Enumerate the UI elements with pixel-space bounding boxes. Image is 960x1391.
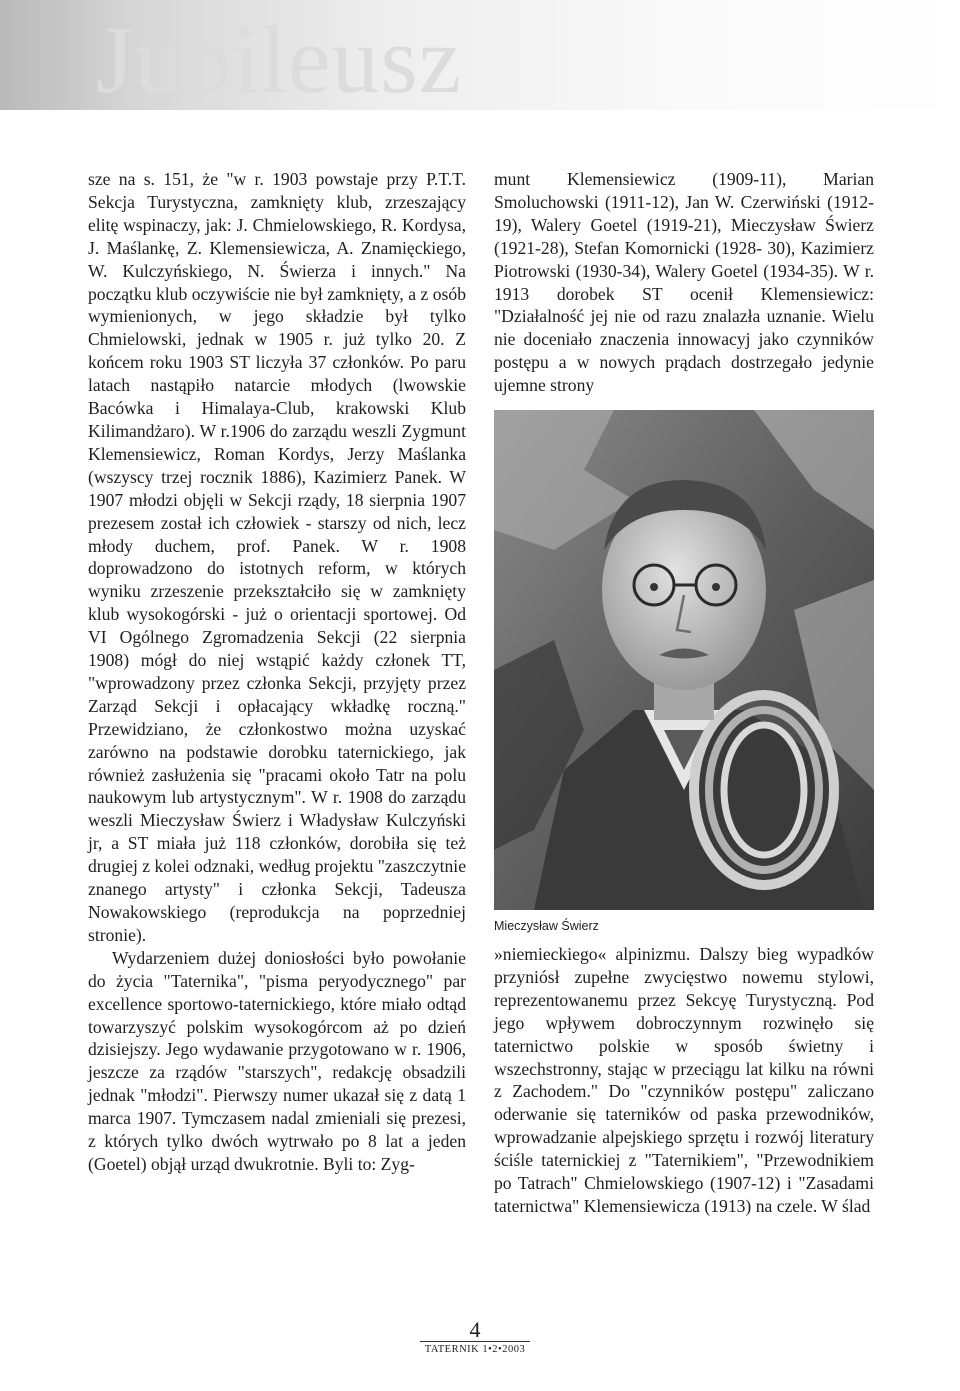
page-number: 4 [469, 1317, 481, 1342]
header-banner [0, 0, 960, 113]
body-paragraph: Wydarzeniem dużej doniosłości było powołanie do życia "Taternika", "pisma peryodycznego" par excellence sportowo-taternickiego, które miało odtąd towarzyszyć polskim wysokogórcom aż po dzień dzisiejszy. Jego wydawanie przygotowano w r. 1906, jeszcze za rządów "starszych", redakcję obsadzili jednak "młodzi". Pierwszy numer ukazał się z datą 1 marca 1907. Tymczasem nadal zmieniali się prezesi, z których tylko dwóch wytrwało po 8 lat a jeden (Goetel) objął urząd dwukrotnie. Byli to: Zyg- [88, 947, 466, 1174]
section-title: Jubileusz [96, 6, 463, 113]
photo-caption: Mieczysław Świerz [494, 919, 599, 933]
journal-issue: TATERNIK 1•2•2003 [420, 1341, 530, 1356]
body-paragraph: »niemieckiego« alpinizmu. Dalszy bieg wypadków przyniósł zupełne zwycięstwo nowemu stylowi, reprezentowanemu przez Sekcyę Turystyczną. Pod jego wpływem dobroczynnym rozwinęło się taternictwo polskie w sposób świetny i wszechstronny, stając w przeciągu lat kilku na równi z Zachodem." Do "czynników postępu" zaliczano oderwanie się taterników od paska przewodników, wprowadzanie alpejskiego sprzętu i rozwój literatury ściśle taternickiej z "Taternikiem", "Przewodnikiem po Tatrach" Chmielowskiego (1907-12) i "Zasadami taternictwa" Klemensiewicza (1913) na czele. W ślad [494, 944, 874, 1216]
body-paragraph: sze na s. 151, że "w r. 1903 powstaje przy P.T.T. Sekcja Turystyczna, zamknięty klub, zrzeszający elitę wspinaczy, jak: J. Chmielowskiego, R. Kordysa, J. Maślankę, Z. Klemensiewicza, A. Znamięckiego, W. Kulczyńskiego, N. Świerza i innych." Na początku klub oczywiście nie był zamknięty, a z osób wymienionych, w jego składzie był tylko Chmielowski, jednak w 1905 r. już tylko 20. Z końcem roku 1903 ST liczyła 37 członków. Po paru latach nastąpiło natarcie młodych (lwowskie Bacówka i Himalaya-Club, krakowski Klub Kilimandżaro). W r.1906 do zarządu weszli Zygmunt Klemensiewicz, Roman Kordys, Jerzy Maślanka (wszyscy trzej rocznik 1886), Kazimierz Panek. W 1907 młodzi objęli w Sekcji rządy, 18 sierpnia 1907 prezesem został ich człowiek - starszy od nich, lecz młody duchem, prof. Panek. W r. 1908 doprowadzono do istotnych reform, w których wyniku zrzeszenie przekształciło się w zamknięty klub wysokogórski - już o orientacji sportowej. Od VI Ogólnego Zgromadzenia Sekcji (22 sierpnia 1908) mógł do niej wstąpić każdy członek TT, "wprowadzony przez członka Sekcji, przyjęty przez Zarząd Sekcji i opłacający wkładkę roczną." Przewidziano, że członkostwo można uzyskać zarówno na podstawie dorobku taternickiego, jak również zasłużenia się "pracami około Tatr na polu naukowym lub artystycznym". W r. 1908 do zarządu weszli Mieczysław Świerz i Władysław Kulczyński jr, a ST miała już 118 członków, dorobiła się też drugiej z kolei odznaki, według projektu "zaszczytnie znanego artysty" i członka Sekcji, Tadeusza Nowakowskiego (reprodukcja na poprzedniej stronie). [88, 169, 466, 945]
right-column-top [494, 168, 874, 397]
body-paragraph: munt Klemensiewicz (1909-11), Marian Smoluchowski (1911-12), Jan W. Czerwiński (1912-19), Walery Goetel (1919-21), Mieczysław Świerz (1921-28), Stefan Komornicki (1928- 30), Kazimierz Piotrowski (1930-34), Walery Goetel (1934-35). W r. 1913 dorobek ST ocenił Klemensiewicz: "Działalność jej nie od razu znalazła uznanie. Wielu nie doceniało znaczenia innowacyj jako czynników postępu a w nowych prądach dostrzegało jedynie ujemne strony [494, 169, 874, 396]
right-column-bottom [494, 943, 874, 1218]
portrait-photo [494, 410, 874, 910]
portrait-image [494, 410, 874, 910]
left-column [88, 168, 466, 1176]
